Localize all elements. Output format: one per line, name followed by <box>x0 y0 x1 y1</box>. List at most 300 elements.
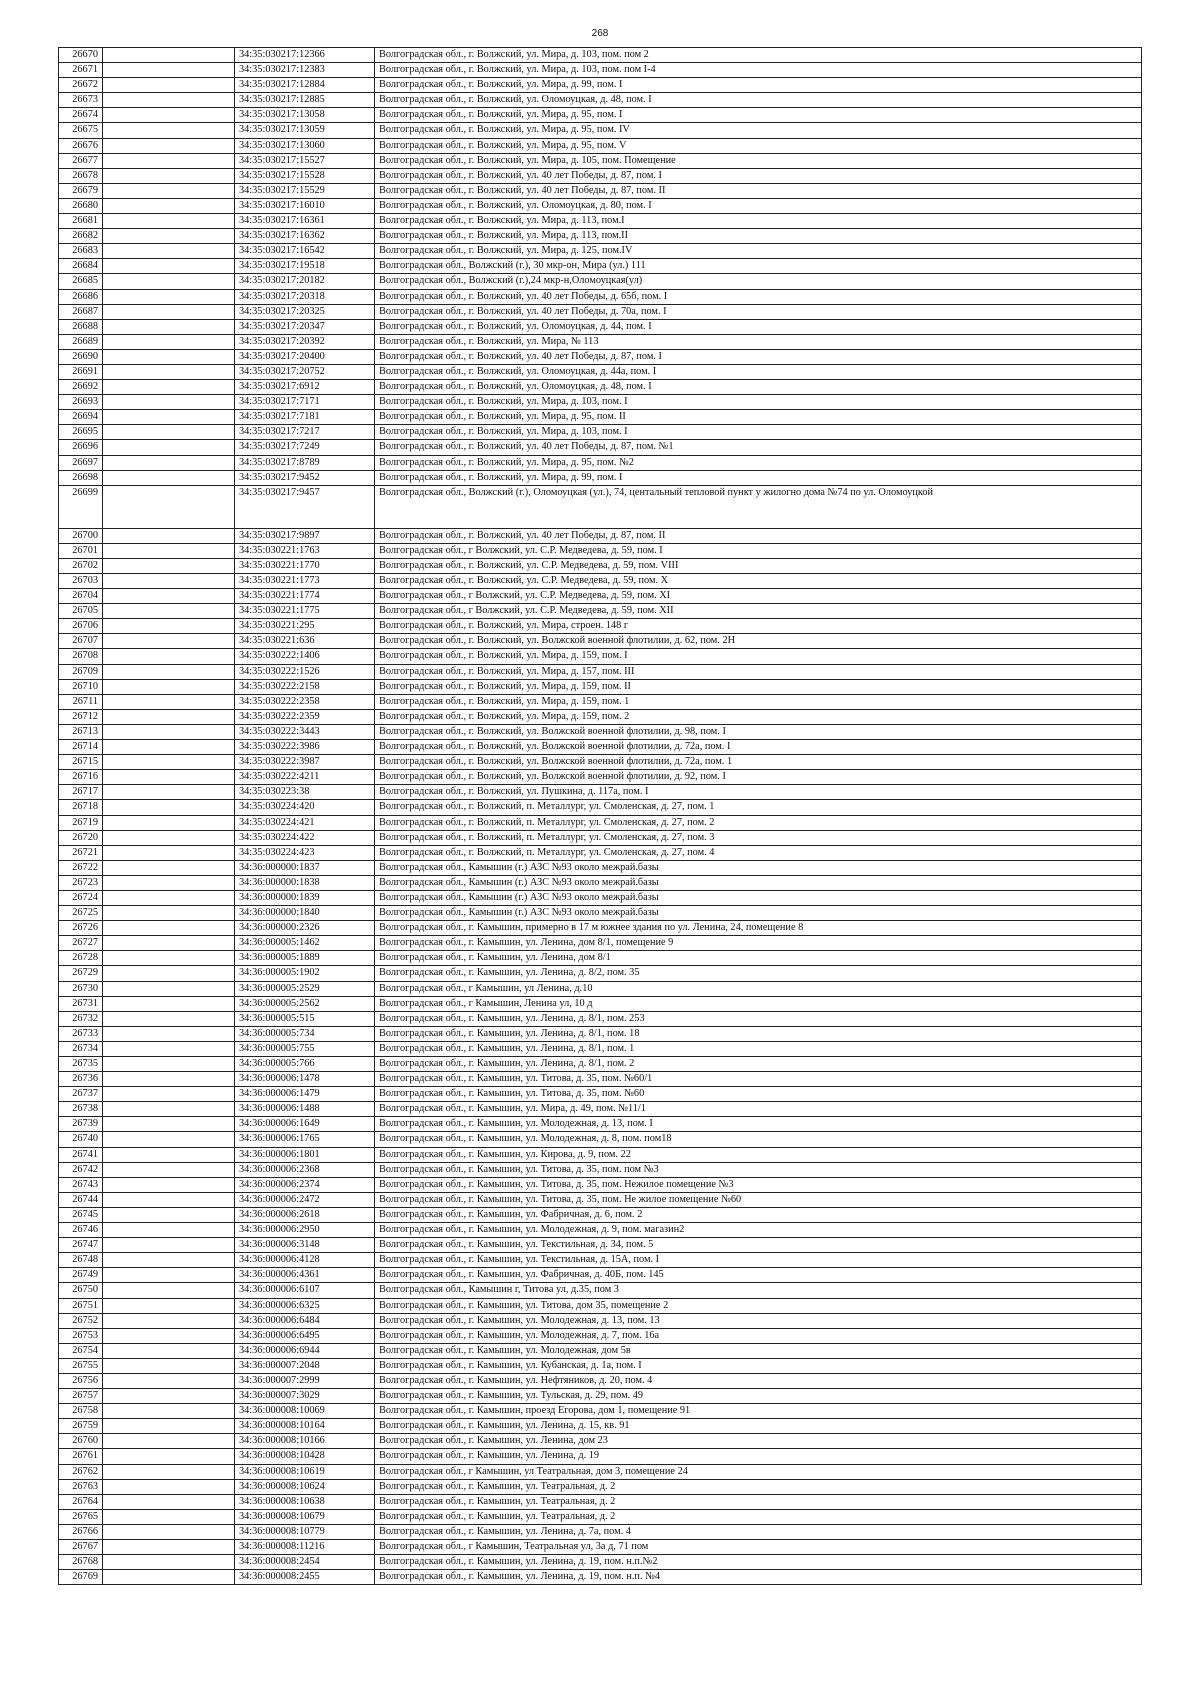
table-row <box>59 123 1142 138</box>
row-number-cell: 26759 <box>59 1419 103 1434</box>
empty-cell <box>103 528 235 543</box>
table-row <box>59 770 1142 785</box>
table-row <box>59 1343 1142 1358</box>
cadastral-number-cell: 34:36:000008:10069 <box>235 1404 375 1419</box>
table-row <box>59 1192 1142 1207</box>
empty-cell <box>103 1298 235 1313</box>
cadastral-number-cell: 34:35:030217:19518 <box>235 259 375 274</box>
table-row <box>59 1117 1142 1132</box>
address-cell: Волгоградская обл., г. Волжский, ул. Мира, д. 103, пом. I <box>375 395 1142 410</box>
cadastral-number-cell: 34:36:000006:1488 <box>235 1102 375 1117</box>
table-row <box>59 1404 1142 1419</box>
empty-cell <box>103 1434 235 1449</box>
empty-cell <box>103 936 235 951</box>
cadastral-number-cell: 34:36:000006:4128 <box>235 1253 375 1268</box>
row-number-cell: 26723 <box>59 875 103 890</box>
address-cell: Волгоградская обл., г. Камышин, ул. Текстильная, д. 34, пом. 5 <box>375 1238 1142 1253</box>
table-row <box>59 1283 1142 1298</box>
row-number-cell: 26724 <box>59 890 103 905</box>
address-cell: Волгоградская обл., Волжский (г.), Оломоуцкая (ул.), 74, центальный тепловой пункт у жилогно дома №74 по ул. Оломоуцкой <box>375 485 1142 528</box>
cadastral-number-cell: 34:36:000008:10779 <box>235 1524 375 1539</box>
table-row <box>59 1540 1142 1555</box>
cadastral-number-cell: 34:36:000008:11216 <box>235 1540 375 1555</box>
row-number-cell: 26729 <box>59 966 103 981</box>
table-row <box>59 664 1142 679</box>
row-number-cell: 26684 <box>59 259 103 274</box>
table-row <box>59 168 1142 183</box>
row-number-cell: 26751 <box>59 1298 103 1313</box>
cadastral-number-cell: 34:35:030217:12383 <box>235 63 375 78</box>
address-cell: Волгоградская обл., г. Волжский, ул. Волжской военной флотилии, д. 72а, пом. I <box>375 740 1142 755</box>
cadastral-number-cell: 34:36:000006:1479 <box>235 1087 375 1102</box>
address-cell: Волгоградская обл., г. Волжский, ул. 40 лет Победы, д. 87, пом. №1 <box>375 440 1142 455</box>
address-cell: Волгоградская обл., г. Волжский, ул. Оломоуцкая, д. 48, пом. I <box>375 93 1142 108</box>
row-number-cell: 26767 <box>59 1540 103 1555</box>
row-number-cell: 26692 <box>59 380 103 395</box>
table-row <box>59 1358 1142 1373</box>
empty-cell <box>103 1343 235 1358</box>
address-cell: Волгоградская обл., г. Камышин, ул. Ленина, д. 8/1, пом. 2 <box>375 1057 1142 1072</box>
cadastral-number-cell: 34:36:000005:1462 <box>235 936 375 951</box>
empty-cell <box>103 425 235 440</box>
row-number-cell: 26674 <box>59 108 103 123</box>
empty-cell <box>103 1555 235 1570</box>
cadastral-number-cell: 34:35:030217:8789 <box>235 455 375 470</box>
row-number-cell: 26687 <box>59 304 103 319</box>
row-number-cell: 26704 <box>59 589 103 604</box>
address-cell: Волгоградская обл., г. Камышин, ул. Титова, д. 35, пом. Не жилое помещение №60 <box>375 1192 1142 1207</box>
cadastral-number-cell: 34:35:030222:2358 <box>235 694 375 709</box>
row-number-cell: 26672 <box>59 78 103 93</box>
address-cell: Волгоградская обл., г. Камышин, ул. Молодежная, д. 13, пом. 13 <box>375 1313 1142 1328</box>
empty-cell <box>103 755 235 770</box>
empty-cell <box>103 830 235 845</box>
empty-cell <box>103 214 235 229</box>
row-number-cell: 26750 <box>59 1283 103 1298</box>
row-number-cell: 26769 <box>59 1570 103 1585</box>
cadastral-number-cell: 34:36:000005:515 <box>235 1011 375 1026</box>
empty-cell <box>103 1328 235 1343</box>
empty-cell <box>103 875 235 890</box>
address-cell: Волгоградская обл., г. Камышин, ул. Ленина, д. 8/2, пом. 35 <box>375 966 1142 981</box>
cadastral-number-cell: 34:36:000008:10428 <box>235 1449 375 1464</box>
empty-cell <box>103 1162 235 1177</box>
empty-cell <box>103 604 235 619</box>
empty-cell <box>103 981 235 996</box>
cadastral-number-cell: 34:35:030221:1770 <box>235 558 375 573</box>
cadastral-number-cell: 34:36:000006:6495 <box>235 1328 375 1343</box>
table-row <box>59 1238 1142 1253</box>
address-cell: Волгоградская обл., г. Волжский, ул. Оломоуцкая, д. 80, пом. I <box>375 198 1142 213</box>
row-number-cell: 26705 <box>59 604 103 619</box>
cadastral-number-cell: 34:35:030217:20752 <box>235 364 375 379</box>
table-row <box>59 1298 1142 1313</box>
row-number-cell: 26702 <box>59 558 103 573</box>
table-row <box>59 1509 1142 1524</box>
table-row <box>59 334 1142 349</box>
table-row <box>59 800 1142 815</box>
address-cell: Волгоградская обл., г. Камышин, ул. Титова, д. 35, пом. пом №3 <box>375 1162 1142 1177</box>
empty-cell <box>103 1479 235 1494</box>
table-row <box>59 558 1142 573</box>
address-cell: Волгоградская обл., г. Камышин, ул. Ленина, дом 8/1 <box>375 951 1142 966</box>
table-row <box>59 785 1142 800</box>
empty-cell <box>103 1449 235 1464</box>
table-row <box>59 694 1142 709</box>
empty-cell <box>103 1373 235 1388</box>
address-cell: Волгоградская обл., г. Камышин, проезд Егорова, дом 1, помещение 91 <box>375 1404 1142 1419</box>
empty-cell <box>103 574 235 589</box>
empty-cell <box>103 1132 235 1147</box>
empty-cell <box>103 1313 235 1328</box>
cadastral-number-cell: 34:36:000000:1839 <box>235 890 375 905</box>
row-number-cell: 26757 <box>59 1389 103 1404</box>
empty-cell <box>103 440 235 455</box>
table-row <box>59 63 1142 78</box>
table-row <box>59 830 1142 845</box>
table-row <box>59 543 1142 558</box>
empty-cell <box>103 1268 235 1283</box>
address-cell: Волгоградская обл., г. Волжский, ул. 40 лет Победы, д. 87, пом. I <box>375 168 1142 183</box>
page-number: 268 <box>591 28 609 39</box>
cadastral-number-cell: 34:36:000007:2048 <box>235 1358 375 1373</box>
empty-cell <box>103 485 235 528</box>
cadastral-number-cell: 34:36:000006:2472 <box>235 1192 375 1207</box>
row-number-cell: 26756 <box>59 1373 103 1388</box>
address-cell: Волгоградская обл., г. Камышин, ул. Ленина, д. 8/1, пом. 253 <box>375 1011 1142 1026</box>
empty-cell <box>103 48 235 63</box>
cadastral-number-cell: 34:35:030221:295 <box>235 619 375 634</box>
table-row <box>59 815 1142 830</box>
cadastral-number-cell: 34:35:030224:421 <box>235 815 375 830</box>
address-cell: Волгоградская обл., г. Камышин, ул. Ленина, дом 23 <box>375 1434 1142 1449</box>
address-cell: Волгоградская обл., г. Камышин, ул. Титова, д. 35, пом. Нежилое помещение №3 <box>375 1177 1142 1192</box>
address-cell: Волгоградская обл., г. Камышин, ул. Ленина, д. 19 <box>375 1449 1142 1464</box>
empty-cell <box>103 1419 235 1434</box>
address-cell: Волгоградская обл., Камышин (г.) АЗС №93 около межрай.базы <box>375 860 1142 875</box>
table-row <box>59 48 1142 63</box>
table-row <box>59 1464 1142 1479</box>
empty-cell <box>103 589 235 604</box>
table-row <box>59 679 1142 694</box>
row-number-cell: 26744 <box>59 1192 103 1207</box>
table-row <box>59 244 1142 259</box>
table-row <box>59 1177 1142 1192</box>
row-number-cell: 26676 <box>59 138 103 153</box>
address-cell: Волгоградская обл., Камышин (г.) АЗС №93 около межрай.базы <box>375 875 1142 890</box>
row-number-cell: 26717 <box>59 785 103 800</box>
table-row <box>59 1162 1142 1177</box>
row-number-cell: 26720 <box>59 830 103 845</box>
empty-cell <box>103 1041 235 1056</box>
cadastral-number-cell: 34:35:030217:7217 <box>235 425 375 440</box>
table-row <box>59 153 1142 168</box>
cadastral-number-cell: 34:35:030221:1773 <box>235 574 375 589</box>
address-cell: Волгоградская обл., г. Камышин, ул. Ленина, д. 7а, пом. 4 <box>375 1524 1142 1539</box>
address-cell: Волгоградская обл., г. Волжский, ул. Мира, д. 95, пом. IV <box>375 123 1142 138</box>
cadastral-number-cell: 34:35:030222:3443 <box>235 724 375 739</box>
address-cell: Волгоградская обл., г. Камышин, ул. Молодежная, д. 13, пом. I <box>375 1117 1142 1132</box>
address-cell: Волгоградская обл., г. Камышин, ул. Фабричная, д. 6, пом. 2 <box>375 1207 1142 1222</box>
row-number-cell: 26712 <box>59 709 103 724</box>
row-number-cell: 26739 <box>59 1117 103 1132</box>
address-cell: Волгоградская обл., г. Камышин, ул. Нефтяников, д. 20, пом. 4 <box>375 1373 1142 1388</box>
row-number-cell: 26731 <box>59 996 103 1011</box>
row-number-cell: 26760 <box>59 1434 103 1449</box>
address-cell: Волгоградская обл., г. Волжский, ул. 40 лет Победы, д. 87, пом. II <box>375 183 1142 198</box>
address-cell: Волгоградская обл., г. Волжский, ул. С.Р. Медведева, д. 59, пом. VIII <box>375 558 1142 573</box>
table-row <box>59 198 1142 213</box>
table-row <box>59 304 1142 319</box>
row-number-cell: 26734 <box>59 1041 103 1056</box>
empty-cell <box>103 1087 235 1102</box>
address-cell: Волгоградская обл., г. Волжский, ул. Мира, д. 99, пом. I <box>375 78 1142 93</box>
row-number-cell: 26670 <box>59 48 103 63</box>
empty-cell <box>103 123 235 138</box>
empty-cell <box>103 1404 235 1419</box>
cadastral-number-cell: 34:36:000006:1801 <box>235 1147 375 1162</box>
empty-cell <box>103 1192 235 1207</box>
cadastral-number-cell: 34:35:030217:16361 <box>235 214 375 229</box>
row-number-cell: 26752 <box>59 1313 103 1328</box>
address-cell: Волгоградская обл., г. Камышин, ул. Театральная, д. 2 <box>375 1479 1142 1494</box>
address-cell: Волгоградская обл., г. Волжский, ул. Оломоуцкая, д. 48, пом. I <box>375 380 1142 395</box>
row-number-cell: 26768 <box>59 1555 103 1570</box>
row-number-cell: 26740 <box>59 1132 103 1147</box>
row-number-cell: 26721 <box>59 845 103 860</box>
address-cell: Волгоградская обл., г. Камышин, ул. Титова, дом 35, помещение 2 <box>375 1298 1142 1313</box>
table-row <box>59 1373 1142 1388</box>
row-number-cell: 26746 <box>59 1223 103 1238</box>
address-cell: Волгоградская обл., г. Камышин, ул. Текстильная, д. 15А, пом. I <box>375 1253 1142 1268</box>
row-number-cell: 26671 <box>59 63 103 78</box>
address-cell: Волгоградская обл., г. Волжский, ул. 40 лет Победы, д. 87, пом. II <box>375 528 1142 543</box>
table-row <box>59 981 1142 996</box>
row-number-cell: 26718 <box>59 800 103 815</box>
table-row <box>59 1011 1142 1026</box>
cadastral-number-cell: 34:36:000007:2999 <box>235 1373 375 1388</box>
cadastral-number-cell: 34:36:000006:1765 <box>235 1132 375 1147</box>
row-number-cell: 26733 <box>59 1026 103 1041</box>
table-row <box>59 319 1142 334</box>
empty-cell <box>103 679 235 694</box>
address-cell: Волгоградская обл., г Камышин, Театральная ул, 3а д, 71 пом <box>375 1540 1142 1555</box>
row-number-cell: 26682 <box>59 229 103 244</box>
cadastral-number-cell: 34:36:000006:1478 <box>235 1072 375 1087</box>
address-cell: Волгоградская обл., г. Волжский, п. Металлург, ул. Смоленская, д. 27, пом. 2 <box>375 815 1142 830</box>
address-cell: Волгоградская обл., г. Камышин, ул. Молодежная, дом 5в <box>375 1343 1142 1358</box>
cadastral-number-cell: 34:36:000008:10619 <box>235 1464 375 1479</box>
cadastral-number-cell: 34:35:030217:7181 <box>235 410 375 425</box>
empty-cell <box>103 410 235 425</box>
address-cell: Волгоградская обл., г. Камышин, ул. Ленина, д. 15, кв. 91 <box>375 1419 1142 1434</box>
address-cell: Волгоградская обл., г. Волжский, ул. Мира, д. 159, пом. II <box>375 679 1142 694</box>
table-row <box>59 1449 1142 1464</box>
address-cell: Волгоградская обл., г. Камышин, ул. Ленина, д. 8/1, пом. 18 <box>375 1026 1142 1041</box>
table-row <box>59 1102 1142 1117</box>
address-cell: Волгоградская обл., г. Камышин, ул. Мира, д. 49, пом. №11/1 <box>375 1102 1142 1117</box>
cadastral-number-cell: 34:35:030222:1526 <box>235 664 375 679</box>
address-cell: Волгоградская обл., г. Волжский, ул. Мира, д. 159, пом. I <box>375 649 1142 664</box>
address-cell: Волгоградская обл., г. Камышин, ул. Молодежная, д. 7, пом. 16а <box>375 1328 1142 1343</box>
empty-cell <box>103 1509 235 1524</box>
row-number-cell: 26736 <box>59 1072 103 1087</box>
table-row <box>59 1268 1142 1283</box>
empty-cell <box>103 1540 235 1555</box>
row-number-cell: 26713 <box>59 724 103 739</box>
address-cell: Волгоградская обл., г Камышин, ул Ленина, д.10 <box>375 981 1142 996</box>
empty-cell <box>103 1238 235 1253</box>
empty-cell <box>103 380 235 395</box>
row-number-cell: 26675 <box>59 123 103 138</box>
table-row <box>59 724 1142 739</box>
cadastral-number-cell: 34:35:030217:20392 <box>235 334 375 349</box>
row-number-cell: 26698 <box>59 470 103 485</box>
table-row <box>59 951 1142 966</box>
empty-cell <box>103 1117 235 1132</box>
empty-cell <box>103 921 235 936</box>
row-number-cell: 26716 <box>59 770 103 785</box>
row-number-cell: 26691 <box>59 364 103 379</box>
row-number-cell: 26686 <box>59 289 103 304</box>
cadastral-number-cell: 34:35:030217:15528 <box>235 168 375 183</box>
table-row <box>59 274 1142 289</box>
cadastral-number-cell: 34:36:000006:2368 <box>235 1162 375 1177</box>
table-row <box>59 936 1142 951</box>
address-cell: Волгоградская обл., г. Волжский, п. Металлург, ул. Смоленская, д. 27, пом. 3 <box>375 830 1142 845</box>
table-row <box>59 1494 1142 1509</box>
table-row <box>59 619 1142 634</box>
cadastral-number-cell: 34:35:030217:13058 <box>235 108 375 123</box>
table-row <box>59 649 1142 664</box>
table-row <box>59 1524 1142 1539</box>
address-cell: Волгоградская обл., г. Камышин, примерно в 17 м южнее здания по ул. Ленина, 24, помещение 8 <box>375 921 1142 936</box>
empty-cell <box>103 168 235 183</box>
address-cell: Волгоградская обл., г. Волжский, ул. Волжской военной флотилии, д. 72а, пом. 1 <box>375 755 1142 770</box>
empty-cell <box>103 183 235 198</box>
empty-cell <box>103 1358 235 1373</box>
empty-cell <box>103 289 235 304</box>
table-row <box>59 574 1142 589</box>
empty-cell <box>103 1072 235 1087</box>
address-cell: Волгоградская обл., г. Волжский, ул. Мира, д. 95, пом. I <box>375 108 1142 123</box>
empty-cell <box>103 996 235 1011</box>
row-number-cell: 26753 <box>59 1328 103 1343</box>
table-row <box>59 259 1142 274</box>
table-row <box>59 845 1142 860</box>
address-cell: Волгоградская обл., г Камышин, Ленина ул, 10 д <box>375 996 1142 1011</box>
row-number-cell: 26715 <box>59 755 103 770</box>
table-row <box>59 1434 1142 1449</box>
cadastral-number-cell: 34:36:000006:6107 <box>235 1283 375 1298</box>
empty-cell <box>103 108 235 123</box>
empty-cell <box>103 274 235 289</box>
row-number-cell: 26695 <box>59 425 103 440</box>
address-cell: Волгоградская обл., г. Волжский, ул. Пушкина, д. 117а, пом. I <box>375 785 1142 800</box>
cadastral-number-cell: 34:35:030217:20347 <box>235 319 375 334</box>
cadastral-number-cell: 34:36:000008:10624 <box>235 1479 375 1494</box>
cadastral-number-cell: 34:36:000005:755 <box>235 1041 375 1056</box>
row-number-cell: 26681 <box>59 214 103 229</box>
row-number-cell: 26693 <box>59 395 103 410</box>
empty-cell <box>103 694 235 709</box>
table-row <box>59 860 1142 875</box>
cadastral-number-cell: 34:36:000008:10166 <box>235 1434 375 1449</box>
empty-cell <box>103 470 235 485</box>
address-cell: Волгоградская обл., г. Волжский, ул. Мира, д. 95, пом. №2 <box>375 455 1142 470</box>
row-number-cell: 26694 <box>59 410 103 425</box>
address-cell: Волгоградская обл., г. Волжский, ул. 40 лет Победы, д. 70а, пом. I <box>375 304 1142 319</box>
address-cell: Волгоградская обл., Камышин г, Титова ул, д.35, пом 3 <box>375 1283 1142 1298</box>
cadastral-number-cell: 34:36:000000:1840 <box>235 906 375 921</box>
row-number-cell: 26673 <box>59 93 103 108</box>
empty-cell <box>103 349 235 364</box>
table-row <box>59 634 1142 649</box>
cadastral-number-cell: 34:36:000005:2529 <box>235 981 375 996</box>
address-cell: Волгоградская обл., г. Волжский, ул. Мира, строен. 148 г <box>375 619 1142 634</box>
empty-cell <box>103 634 235 649</box>
row-number-cell: 26728 <box>59 951 103 966</box>
cadastral-number-cell: 34:36:000007:3029 <box>235 1389 375 1404</box>
row-number-cell: 26725 <box>59 906 103 921</box>
empty-cell <box>103 951 235 966</box>
address-cell: Волгоградская обл., г. Камышин, ул. Тульская, д. 29, пом. 49 <box>375 1389 1142 1404</box>
row-number-cell: 26701 <box>59 543 103 558</box>
address-cell: Волгоградская обл., г Волжский, ул. С.Р. Медведева, д. 59, пом. XII <box>375 604 1142 619</box>
address-cell: Волгоградская обл., г. Камышин, ул. Театральная, д. 2 <box>375 1494 1142 1509</box>
empty-cell <box>103 860 235 875</box>
row-number-cell: 26766 <box>59 1524 103 1539</box>
cadastral-number-cell: 34:35:030217:9897 <box>235 528 375 543</box>
row-number-cell: 26706 <box>59 619 103 634</box>
address-cell: Волгоградская обл., Камышин (г.) АЗС №93 около межрай.базы <box>375 906 1142 921</box>
row-number-cell: 26677 <box>59 153 103 168</box>
row-number-cell: 26719 <box>59 815 103 830</box>
empty-cell <box>103 1011 235 1026</box>
empty-cell <box>103 1253 235 1268</box>
table-row <box>59 1313 1142 1328</box>
cadastral-number-cell: 34:35:030223:38 <box>235 785 375 800</box>
address-cell: Волгоградская обл., г. Волжский, ул. Оломоуцкая, д. 44а, пом. I <box>375 364 1142 379</box>
table-row <box>59 1253 1142 1268</box>
empty-cell <box>103 1207 235 1222</box>
address-cell: Волгоградская обл., г. Волжский, ул. Мира, д. 125, пом.IV <box>375 244 1142 259</box>
cadastral-number-cell: 34:35:030222:1406 <box>235 649 375 664</box>
address-cell: Волгоградская обл., г. Волжский, ул. Волжской военной флотилии, д. 98, пом. I <box>375 724 1142 739</box>
row-number-cell: 26755 <box>59 1358 103 1373</box>
address-cell: Волгоградская обл., г Волжский, ул. С.Р. Медведева, д. 59, пом. I <box>375 543 1142 558</box>
empty-cell <box>103 1057 235 1072</box>
row-number-cell: 26680 <box>59 198 103 213</box>
address-cell: Волгоградская обл., г. Камышин, ул. Титова, д. 35, пом. №60/1 <box>375 1072 1142 1087</box>
cadastral-number-cell: 34:36:000008:10638 <box>235 1494 375 1509</box>
empty-cell <box>103 1177 235 1192</box>
empty-cell <box>103 244 235 259</box>
empty-cell <box>103 785 235 800</box>
cadastral-number-cell: 34:35:030217:20318 <box>235 289 375 304</box>
empty-cell <box>103 1524 235 1539</box>
table-row <box>59 1479 1142 1494</box>
table-row <box>59 1057 1142 1072</box>
cadastral-number-cell: 34:35:030217:12366 <box>235 48 375 63</box>
empty-cell <box>103 1102 235 1117</box>
cadastral-number-cell: 34:36:000006:6325 <box>235 1298 375 1313</box>
empty-cell <box>103 319 235 334</box>
empty-cell <box>103 1389 235 1404</box>
cadastral-number-cell: 34:35:030217:9457 <box>235 485 375 528</box>
address-cell: Волгоградская обл., г. Камышин, ул. Молодежная, д. 8, пом. пом18 <box>375 1132 1142 1147</box>
row-number-cell: 26726 <box>59 921 103 936</box>
